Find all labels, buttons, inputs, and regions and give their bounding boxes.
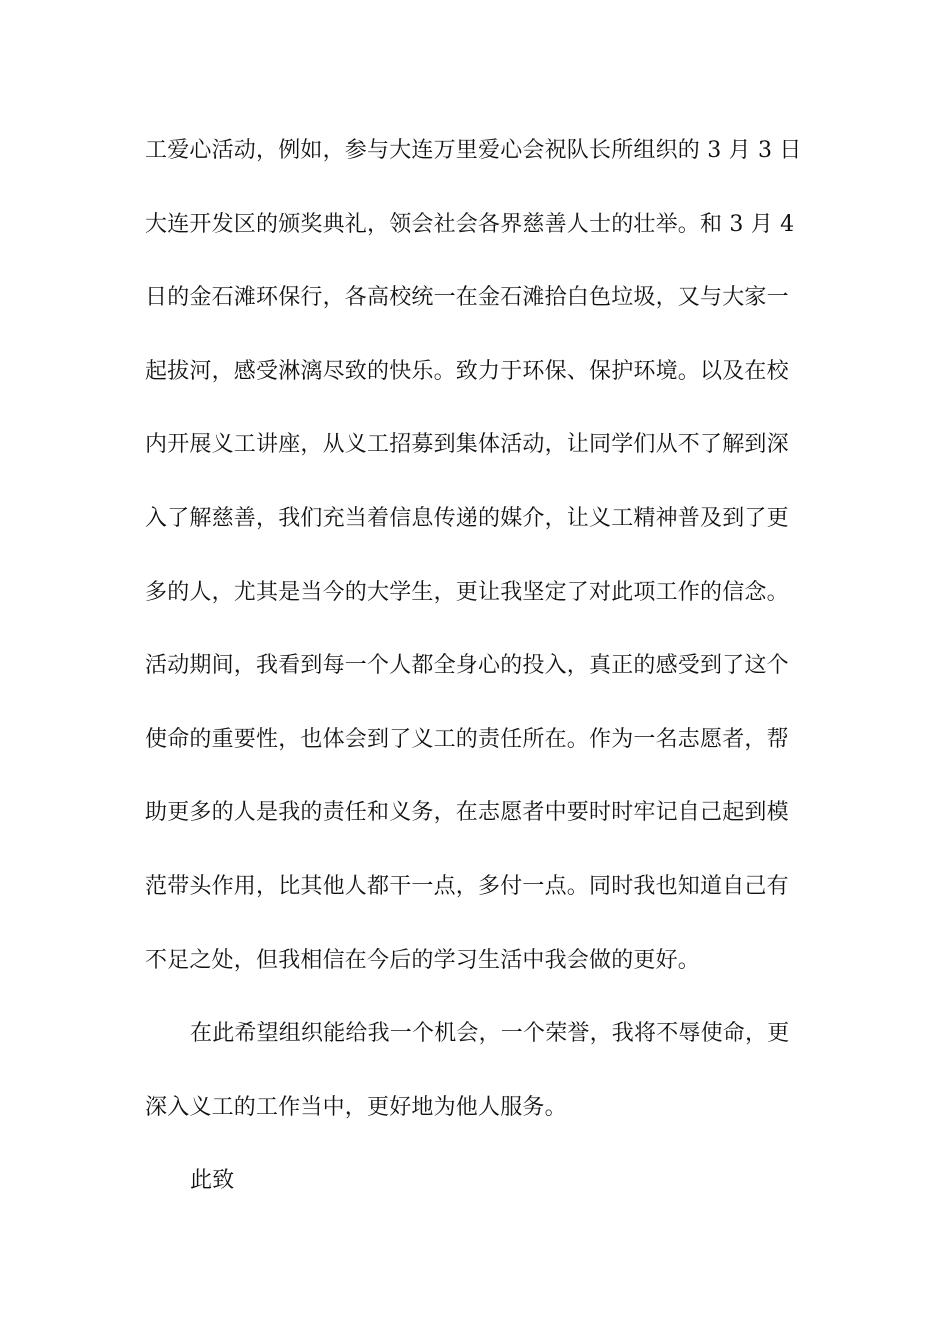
paragraph-line-3: 日的金石滩环保行，各高校统一在金石滩拾白色垃圾，又与大家一 (145, 285, 789, 311)
paragraph-line-1: 工爱心活动，例如，参与大连万里爱心会祝队长所组织的 3 月 3 日 (145, 138, 802, 163)
paragraph-line-14: 深入义工的工作当中，更好地为他人服务。 (145, 1094, 567, 1120)
paragraph-line-12: 不足之处，但我相信在今后的学习生活中我会做的更好。 (145, 947, 701, 973)
paragraph-line-2: 大连开发区的颁奖典礼，领会社会各界慈善人士的壮举。和 3 月 4 (145, 211, 795, 237)
paragraph-line-4: 起拔河，感受淋漓尽致的快乐。致力于环保、保护环境。以及在校 (145, 358, 789, 384)
paragraph-line-10: 助更多的人是我的责任和义务，在志愿者中要时时牢记自己起到模 (145, 800, 789, 826)
closing-salutation: 此致 (190, 1168, 235, 1194)
paragraph-line-11: 范带头作用，比其他人都干一点，多付一点。同时我也知道自己有 (145, 873, 789, 899)
paragraph-line-5: 内开展义工讲座，从义工招募到集体活动，让同学们从不了解到深 (145, 432, 789, 458)
paragraph-line-7: 多的人，尤其是当今的大学生，更让我坚定了对此项工作的信念。 (145, 579, 789, 605)
paragraph-line-8: 活动期间，我看到每一个人都全身心的投入，真正的感受到了这个 (145, 653, 789, 679)
paragraph-line-9: 使命的重要性，也体会到了义工的责任所在。作为一名志愿者，帮 (145, 726, 789, 752)
paragraph-line-13: 在此希望组织能给我一个机会，一个荣誉，我将不辱使命，更 (190, 1021, 790, 1047)
paragraph-line-6: 入了解慈善，我们充当着信息传递的媒介，让义工精神普及到了更 (145, 505, 789, 531)
letter-body (145, 132, 815, 1199)
